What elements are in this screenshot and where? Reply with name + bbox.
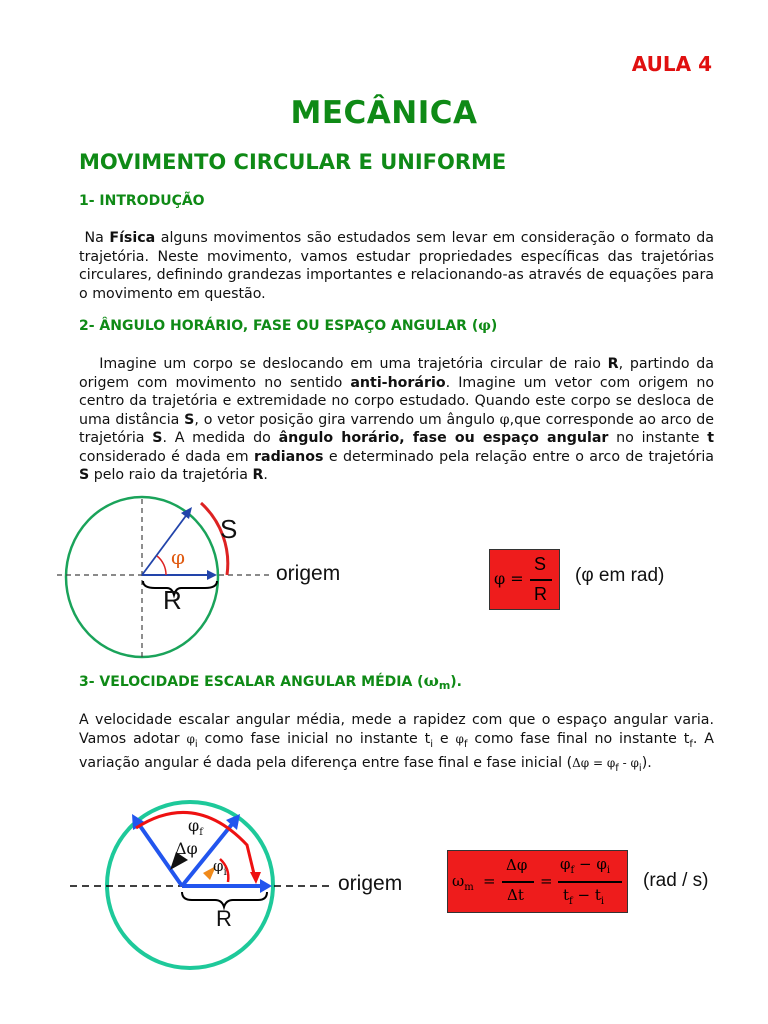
radius-arrowhead-2 xyxy=(260,879,272,893)
formula-phi-bar xyxy=(530,579,552,581)
formula-omega-num2: $\varphi_f - \varphi_i$ xyxy=(560,855,611,876)
formula-omega-unit: (rad / s) xyxy=(643,870,709,891)
radius-arrowhead xyxy=(207,570,217,580)
angular-velocity-figure xyxy=(70,800,420,975)
label-r: R xyxy=(163,585,182,615)
label-r-2: R xyxy=(216,906,232,931)
label-s: S xyxy=(220,514,238,544)
page-title: MECÂNICA xyxy=(290,95,478,131)
lesson-number: AULA 4 xyxy=(631,52,712,76)
formula-phi-unit: (φ em rad) xyxy=(575,565,665,586)
label-origem-2: origem xyxy=(338,872,403,895)
arc-phi-f-head xyxy=(250,872,261,884)
paragraph-introducao: Na Física alguns movimentos são estudados sem levar em consideração o formato da trajetória. Neste movimento, vamos estudar propriedades específicas das trajetórias circulares, definindo grandezas importantes e relacionando-as através de equações para o movimento em questão. xyxy=(79,230,714,302)
angle-arc xyxy=(157,556,166,575)
formula-omega-eq1: = xyxy=(483,872,496,890)
formula-phi-den: R xyxy=(534,584,547,604)
formula-phi-num: S xyxy=(534,554,547,574)
formula-omega-num1: Δφ xyxy=(506,856,528,874)
paragraph-angulo-horario: Imagine um corpo se deslocando em uma trajetória circular de raio R, partindo da origem com movimento no sentido anti-horário. Imagine um vetor com origem no centro da trajetória e extremidade no corpo estudado. Quando este corpo se desloca de uma distância S, o vetor posição gira varrendo um ângulo φ,que corresponde ao arco de trajetória S. A medida do ângulo horário, fase ou espaço angular no instante t considerado é dada em radianos e determinado pela relação entre o arco de trajetória S pelo raio da trajetória R. xyxy=(79,356,714,483)
circular-trajectory-figure xyxy=(55,495,355,665)
formula-omega-lhs: $\omega_m$ xyxy=(452,872,474,893)
label-phi-i: $\varphi_i$ xyxy=(213,857,227,878)
page-subtitle: MOVIMENTO CIRCULAR E UNIFORME xyxy=(79,150,507,174)
formula-omega-den1: Δt xyxy=(507,886,524,904)
formula-omega-den2: $t_f - t_i$ xyxy=(563,886,605,907)
formula-phi-lhs: φ = xyxy=(494,569,524,588)
label-delta-phi: Δφ xyxy=(175,839,198,858)
formula-omega-bar2 xyxy=(558,881,622,883)
formula-phi-box xyxy=(489,549,560,610)
paragraph-velocidade-angular: A velocidade escalar angular média, mede a rapidez com que o espaço angular varia. Vamos adotar $\varphi_i$ como fase inicial no instante $t_i$ e $\varphi_f$ como fase final no instante $t_f$. A variação angular é dada pela diferença entre fase final e fase inicial $(\Delta\varphi = \varphi_f - \varphi_i)$. xyxy=(79,712,715,774)
label-origem: origem xyxy=(276,562,341,585)
radius-brace-2 xyxy=(182,892,267,907)
section-heading-introducao: 1- INTRODUÇÃO xyxy=(79,193,205,209)
label-phi-f: $\varphi_f$ xyxy=(188,816,203,838)
section-heading-angulo-horario: 2- ÂNGULO HORÁRIO, FASE OU ESPAÇO ANGULAR (φ) xyxy=(79,318,498,334)
label-phi: φ xyxy=(171,545,186,569)
formula-omega-box xyxy=(447,850,628,913)
formula-omega-eq2: = xyxy=(540,872,553,890)
formula-omega-bar1 xyxy=(502,881,534,883)
section-heading-velocidade-angular: 3- VELOCIDADE ESCALAR ANGULAR MÉDIA $(\omega_m)$. xyxy=(79,671,462,692)
